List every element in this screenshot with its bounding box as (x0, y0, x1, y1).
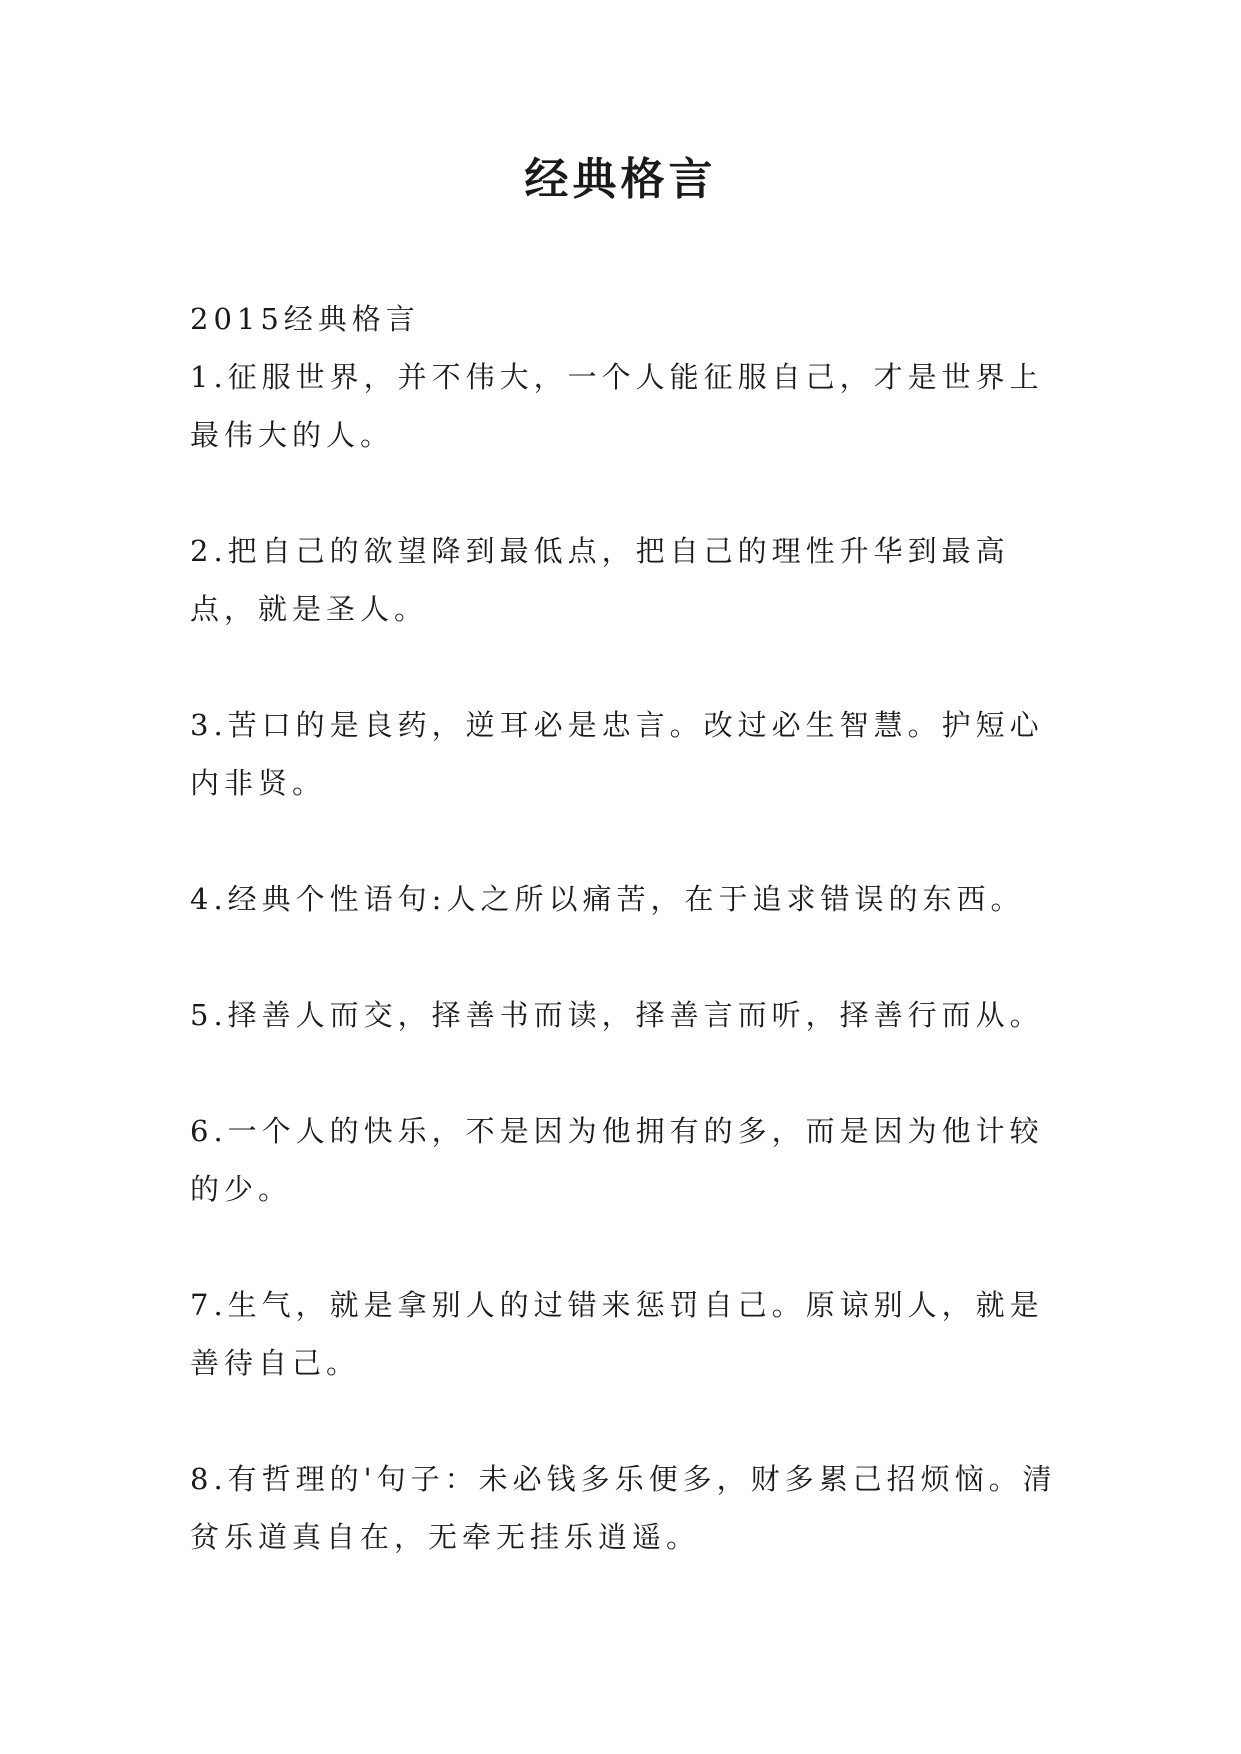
quote-entry-1: 1.征服世界，并不伟大，一个人能征服自己，才是世界上最伟大的人。 (190, 360, 1044, 452)
quote-entry-6: 6.一个人的快乐，不是因为他拥有的多，而是因为他计较的少。 (190, 1114, 1044, 1206)
quote-entry-8: 8.有哲理的'句子：未必钱多乐便多，财多累己招烦恼。清贫乐道真自在，无牵无挂乐逍遥。 (190, 1462, 1057, 1554)
quote-entry-7: 7.生气，就是拿别人的过错来惩罚自己。原谅别人，就是善待自己。 (190, 1288, 1044, 1380)
document-body (190, 290, 1070, 1566)
page-title: 经典格言 (524, 154, 717, 205)
quote-entry-2: 2.把自己的欲望降到最低点，把自己的理性升华到最高点，就是圣人。 (190, 534, 1010, 626)
quote-entry-3: 3.苦口的是良药，逆耳必是忠言。改过必生智慧。护短心内非贤。 (190, 708, 1044, 800)
quote-entry-5: 5.择善人而交，择善书而读，择善言而听，择善行而从。 (190, 998, 1044, 1032)
document-subtitle: 2015经典格言 (190, 302, 420, 336)
quote-entry-4: 4.经典个性语句:人之所以痛苦，在于追求错误的东西。 (190, 882, 1025, 916)
